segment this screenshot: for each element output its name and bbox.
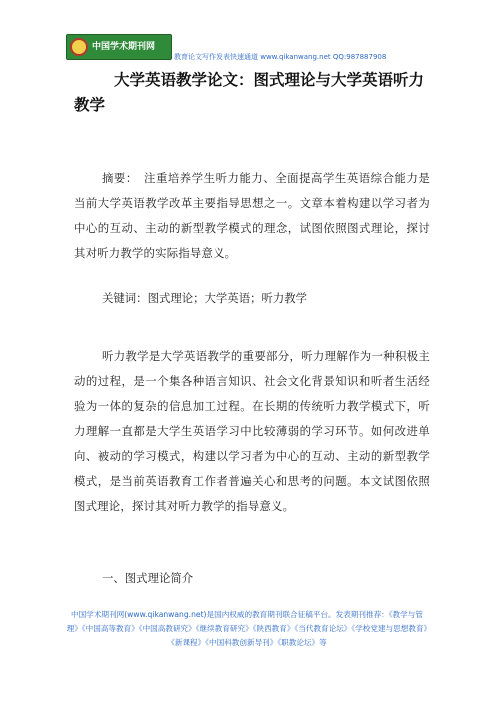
section-heading: 一、图式理论简介 <box>102 571 194 585</box>
body-paragraph: 听力教学是大学英语教学的重要部分，听力理解作为一种积极主动的过程，是一个集各种语言知识、社会文化背景知识和听者生活经验为一体的复杂的信息加工过程。在长期的传统听力教学模式下，听力理解一直都是大学生英语学习中比较薄弱的学习环节。如何改进单向、被动的学习模式，构建以学习者为中心的互动、主动的新型教学模式，是当前英语教育工作者普遍关心和思考的问题。本文试图依照图式理论，探讨其对听力教学的指导意义。 <box>74 349 430 513</box>
footer-ad[interactable]: 中国学术期刊网(www.qikanwang.net)是国内权威的教育期刊联合征稿平台。发表期刊推荐：《教学与管理》《中国高等教育》《中国高教研究》《继续教育研究》《陕西教育》《当代教育论坛》《学校党建与思想教育》《新课程》《中国科教创新导刊》《职教论坛》等 <box>66 610 428 647</box>
logo-text: 中国学术期刊网 <box>92 41 156 52</box>
site-logo <box>66 34 172 60</box>
page-title: 大学英语教学论文：图式理论与大学英语听力教学 <box>74 71 425 114</box>
keywords-line: 关键词：图式理论；大学英语；听力教学 <box>102 291 308 305</box>
abstract-paragraph: 摘要： 注重培养学生听力能力、全面提高学生英语综合能力是当前大学英语教学改革主要指导思想之一。文章本着构建以学习者为中心的互动、主动的新型教学模式的理念，试图依照图式理论，探讨其对听力教学的实际指导意义。 <box>74 171 430 260</box>
emblem-icon <box>70 38 88 56</box>
header-link[interactable]: 教育论文写作发表快速通道 www.qikanwang.net QQ:987887908 <box>174 53 387 61</box>
